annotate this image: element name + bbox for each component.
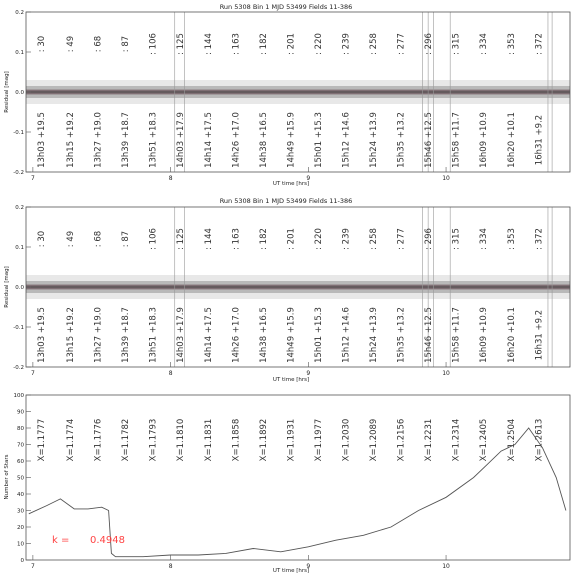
x-tick-label: 8 — [168, 370, 173, 377]
time-label: 15h35 +13.2 — [396, 112, 407, 168]
time-label: 15h01 +15.3 — [313, 112, 324, 168]
y-axis-label: Residual [mag] — [4, 71, 10, 113]
field-label: : 277 — [396, 33, 407, 55]
airmass-label: X=1.1777 — [37, 418, 48, 462]
time-label: 15h24 +13.9 — [369, 112, 380, 168]
field-label: : 144 — [203, 33, 214, 55]
x-tick-label: 10 — [442, 370, 450, 377]
x-tick-label: 7 — [30, 563, 35, 570]
time-label: 15h01 +15.3 — [313, 307, 324, 363]
y-tick-label: 0.2 — [15, 205, 24, 211]
x-tick-label: 9 — [306, 563, 311, 570]
field-label: : 201 — [286, 228, 297, 250]
y-tick-label: 80 — [17, 426, 24, 432]
time-label: 14h14 +17.5 — [203, 112, 214, 168]
field-label: : 144 — [203, 228, 214, 250]
field-label: : 49 — [66, 35, 77, 53]
y-tick-label: 100 — [13, 393, 24, 399]
field-label: : 239 — [341, 228, 352, 250]
time-label: 14h26 +17.0 — [231, 307, 242, 363]
field-label: : 125 — [176, 228, 187, 250]
field-label: : 220 — [313, 228, 324, 250]
airmass-label: X=1.1858 — [231, 418, 242, 462]
airmass-label: X=1.2156 — [396, 418, 407, 462]
x-axis-label: UT time [hrs] — [272, 377, 310, 383]
x-tick-label: 9 — [306, 175, 311, 182]
y-axis-label: Number of Stars — [4, 454, 10, 500]
y-tick-label: 0.0 — [15, 285, 24, 291]
time-label: 13h51 +18.3 — [148, 307, 159, 363]
field-label: : 182 — [258, 228, 269, 250]
y-tick-label: -0.2 — [13, 170, 24, 176]
airmass-label: X=1.1810 — [176, 418, 187, 462]
time-label: 15h46 +12.5 — [424, 112, 435, 168]
k-value: 0.4948 — [90, 535, 125, 546]
field-label: : 30 — [37, 35, 48, 53]
y-tick-label: 10 — [17, 541, 24, 548]
y-tick-label: 0.0 — [15, 90, 24, 96]
field-label: : 106 — [148, 33, 159, 55]
x-axis-label: UT time [hrs] — [272, 181, 310, 187]
time-label: 13h03 +19.5 — [37, 112, 48, 168]
airmass-label: X=1.2314 — [451, 418, 462, 462]
field-label: : 258 — [369, 228, 380, 250]
k-label: k = — [52, 535, 70, 546]
x-tick-label: 7 — [30, 370, 35, 377]
y-tick-label: 50 — [17, 475, 24, 482]
x-tick-label: 10 — [442, 175, 450, 182]
time-label: 16h31 +9.2 — [534, 114, 545, 166]
y-tick-label: 20 — [17, 525, 24, 531]
y-tick-label: 60 — [17, 459, 24, 465]
field-label: : 296 — [424, 228, 435, 250]
y-axis-label: Residual [mag] — [4, 266, 10, 308]
airmass-label: X=1.2231 — [424, 418, 435, 462]
y-tick-label: 70 — [17, 442, 24, 449]
time-label: 14h14 +17.5 — [203, 307, 214, 363]
time-label: 14h38 +16.5 — [258, 112, 269, 168]
airmass-label: X=1.1831 — [203, 418, 214, 462]
field-label: : 68 — [93, 230, 104, 248]
x-tick-label: 7 — [30, 175, 35, 182]
time-label: 13h15 +19.2 — [66, 307, 77, 363]
field-label: : 182 — [258, 33, 269, 55]
airmass-label: X=1.1931 — [286, 418, 297, 462]
x-tick-label: 9 — [306, 370, 311, 377]
time-label: 13h03 +19.5 — [37, 307, 48, 363]
field-label: : 258 — [369, 33, 380, 55]
time-label: 14h26 +17.0 — [231, 112, 242, 168]
time-label: 16h20 +10.1 — [506, 307, 517, 363]
field-label: : 68 — [93, 35, 104, 53]
field-label: : 163 — [231, 33, 242, 55]
field-label: : 353 — [506, 33, 517, 55]
time-label: 15h24 +13.9 — [369, 307, 380, 363]
field-label: : 125 — [176, 33, 187, 55]
field-label: : 334 — [479, 33, 490, 55]
time-label: 15h35 +13.2 — [396, 307, 407, 363]
time-label: 15h58 +11.7 — [451, 307, 462, 363]
y-tick-label: -0.2 — [13, 365, 24, 371]
time-label: 15h12 +14.6 — [341, 112, 352, 168]
residual-panel-middle — [4, 197, 570, 383]
time-label: 13h51 +18.3 — [148, 112, 159, 168]
y-tick-label: 0.1 — [15, 50, 24, 56]
time-label: 15h58 +11.7 — [451, 112, 462, 168]
time-label: 14h49 +15.9 — [286, 307, 297, 363]
time-label: 13h39 +18.7 — [121, 112, 132, 168]
airmass-label: X=1.1782 — [121, 418, 132, 462]
field-label: : 30 — [37, 230, 48, 248]
field-label: : 334 — [479, 228, 490, 250]
field-label: : 372 — [534, 33, 545, 55]
time-label: 16h20 +10.1 — [506, 112, 517, 168]
time-label: 16h09 +10.9 — [479, 307, 490, 363]
airmass-label: X=1.1977 — [313, 418, 324, 462]
field-label: : 315 — [451, 228, 462, 250]
star-count-panel — [4, 393, 570, 574]
time-label: 13h27 +19.0 — [93, 307, 104, 363]
y-tick-label: 0.2 — [15, 10, 24, 16]
time-label: 14h03 +17.9 — [176, 112, 187, 168]
panel-title: Run 5308 Bin 1 MJD 53499 Fields 11-386 — [219, 197, 353, 205]
time-label: 16h31 +9.2 — [534, 309, 545, 361]
x-tick-label: 8 — [168, 563, 173, 570]
field-label: : 49 — [66, 230, 77, 248]
airmass-label: X=1.2405 — [479, 418, 490, 462]
airmass-label: X=1.2504 — [506, 418, 517, 462]
field-label: : 277 — [396, 228, 407, 250]
airmass-label: X=1.2613 — [534, 418, 545, 462]
x-tick-label: 8 — [168, 175, 173, 182]
y-tick-label: 30 — [17, 508, 24, 515]
field-label: : 201 — [286, 33, 297, 55]
panel-title: Run 5308 Bin 1 MJD 53499 Fields 11-386 — [219, 3, 353, 11]
field-label: : 106 — [148, 228, 159, 250]
time-label: 13h27 +19.0 — [93, 112, 104, 168]
field-label: : 87 — [121, 35, 132, 53]
airmass-label: X=1.1774 — [66, 418, 77, 462]
y-tick-label: -0.1 — [13, 325, 24, 331]
x-tick-label: 10 — [442, 563, 450, 570]
field-label: : 239 — [341, 33, 352, 55]
time-label: 16h09 +10.9 — [479, 112, 490, 168]
airmass-label: X=1.1793 — [148, 418, 159, 462]
time-label: 14h38 +16.5 — [258, 307, 269, 363]
residual-panel-top — [4, 3, 570, 187]
time-label: 15h46 +12.5 — [424, 307, 435, 363]
y-tick-label: 0 — [20, 558, 24, 564]
field-label: : 163 — [231, 228, 242, 250]
y-tick-label: 90 — [17, 409, 24, 416]
airmass-label: X=1.1892 — [258, 418, 269, 462]
airmass-label: X=1.2030 — [341, 418, 352, 462]
time-label: 13h15 +19.2 — [66, 112, 77, 168]
field-label: : 372 — [534, 228, 545, 250]
field-label: : 87 — [121, 230, 132, 248]
time-label: 13h39 +18.7 — [121, 307, 132, 363]
field-label: : 353 — [506, 228, 517, 250]
airmass-label: X=1.2089 — [369, 418, 380, 462]
time-label: 14h49 +15.9 — [286, 112, 297, 168]
time-label: 14h03 +17.9 — [176, 307, 187, 363]
x-axis-label: UT time [hrs] — [272, 568, 310, 574]
time-label: 15h12 +14.6 — [341, 307, 352, 363]
y-tick-label: -0.1 — [13, 130, 24, 136]
field-label: : 296 — [424, 33, 435, 55]
airmass-label: X=1.1776 — [93, 418, 104, 462]
field-label: : 220 — [313, 33, 324, 55]
field-label: : 315 — [451, 33, 462, 55]
y-tick-label: 40 — [17, 492, 24, 498]
y-tick-label: 0.1 — [15, 245, 24, 251]
